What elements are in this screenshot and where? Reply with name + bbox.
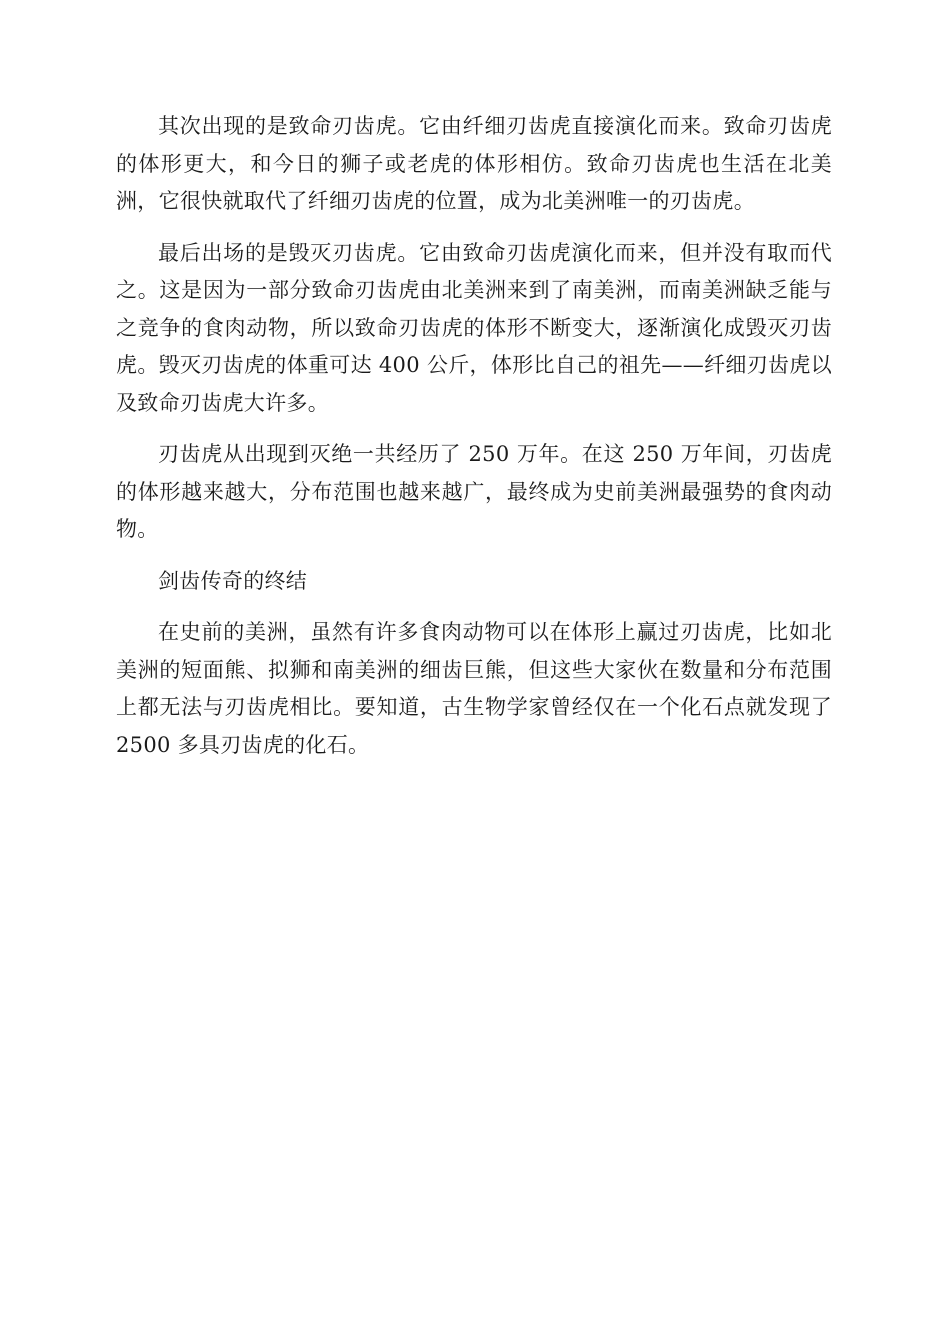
paragraph-evolution-summary: 刃齿虎从出现到灭绝一共经历了 250 万年。在这 250 万年间，刃齿虎的体形越来越大，分布范围也越来越广，最终成为史前美洲最强势的食肉动物。	[116, 442, 832, 541]
paragraph-fossil-record: 在史前的美洲，虽然有许多食肉动物可以在体形上赢过刃齿虎，比如北美洲的短面熊、拟狮和南美洲的细齿巨熊，但这些大家伙在数量和分布范围上都无法与刃齿虎相比。要知道，古生物学家曾经仅在一个化石点就发现了 2500 多具刃齿虎的化石。	[116, 620, 832, 757]
section-heading: 剑齿传奇的终结	[158, 568, 308, 593]
paragraph-lethal-sabertooth: 其次出现的是致命刃齿虎。它由纤细刃齿虎直接演化而来。致命刃齿虎的体形更大，和今日的狮子或老虎的体形相仿。致命刃齿虎也生活在北美洲，它很快就取代了纤细刃齿虎的位置，成为北美洲唯一的刃齿虎。	[116, 114, 832, 213]
document-body	[116, 108, 832, 778]
paragraph-destructive-sabertooth: 最后出场的是毁灭刃齿虎。它由致命刃齿虎演化而来，但并没有取而代之。这是因为一部分致命刃齿虎由北美洲来到了南美洲，而南美洲缺乏能与之竞争的食肉动物，所以致命刃齿虎的体形不断变大，逐渐演化成毁灭刃齿虎。毁灭刃齿虎的体重可达 400 公斤，体形比自己的祖先——纤细刃齿虎以及致命刃齿虎大许多。	[116, 240, 832, 415]
